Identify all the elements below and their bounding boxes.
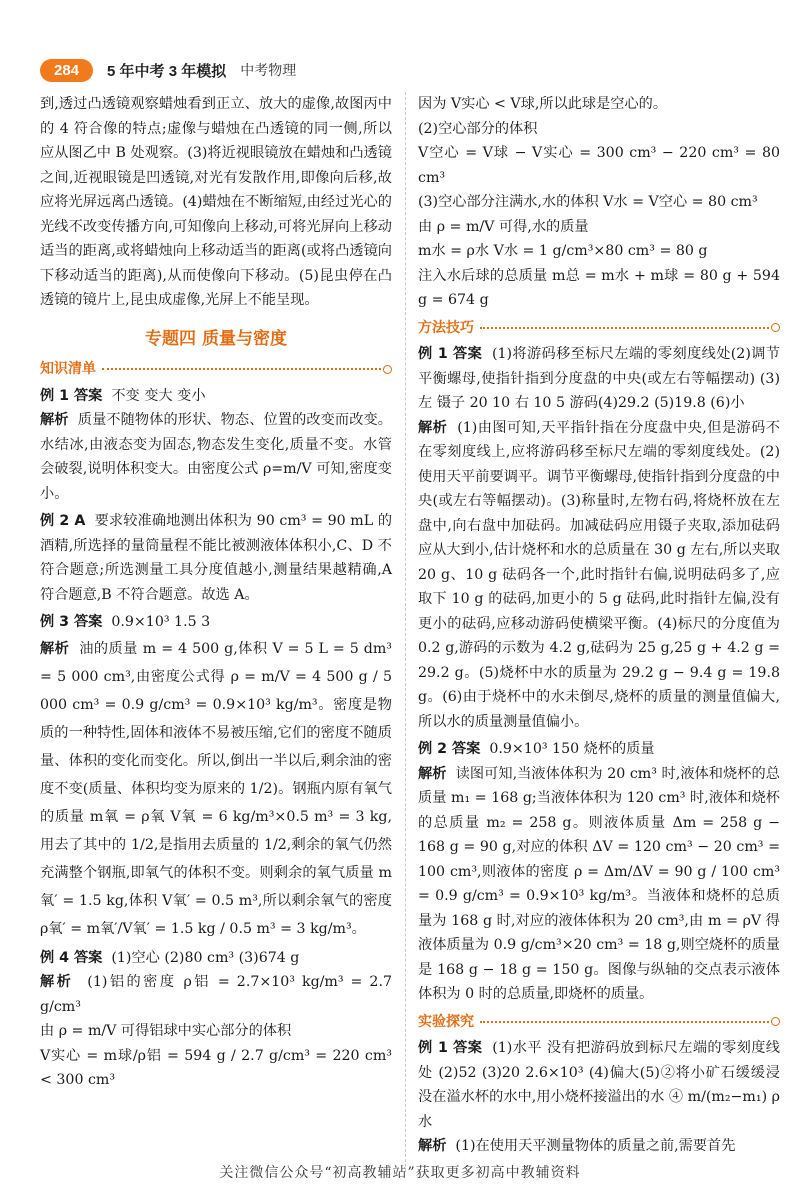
analysis-label: 解析 [418,419,448,436]
right-line-7: 注入水后球的总质量 m总 = m水 + m球 = 80 g + 594 g = 674 g [418,267,780,308]
ex4-answer-line [40,946,392,971]
ex3-answer: 0.9×10³ 1.5 3 [111,614,211,630]
right-line-6: m水 = ρ水 V水 = 1 g/cm³×80 cm³ = 80 g [418,243,708,259]
section-methods [418,316,780,341]
analysis-text: 油的质量 m = 4 500 g,体积 V = 5 L = 5 dm³ = 5 000 cm³,由密度公式得 ρ = m/V = 4 500 g / 5 000 cm³ = 0.9 g/cm³ = 0.9×10³ kg/m³。密度是物质的一种特性,固体和液体不易被压缩,它们的密度不随质量、体积的变化而变化。所以,倒出一半以后,剩余油的密度不变(质量、体积均变为原来的 1/2)。钢瓶内原有氧气的质量 m氧 = ρ氧 V氧 = 6 kg/m³×0.5 m³ = 3 kg,用去了其中的 1/2,是指用去质量的 1/2,剩余的氧气仍然充满整个钢瓶,即氧气的体积不变。则剩余的氧气质量 m氧′ = 1.5 kg,体积 V氧′ = 0.5 m³,所以剩余氧气的密度 ρ氧′ = m氧′/V氧′ = 1.5 kg / 0.5 m³ = 3 kg/m³。 [40,640,392,937]
m1-head: 例 1 答案 [418,346,483,362]
book-title: 5 年中考 3 年模拟 [107,62,227,80]
section-dot [771,323,780,332]
ex4-head: 例 4 答案 [40,949,103,966]
m1-analysis [418,416,780,735]
ex3-head: 例 3 答案 [40,614,103,630]
section-rule [102,368,381,370]
section-rule [480,1021,769,1023]
section-dot [383,365,392,374]
analysis-label: 解析 [40,640,70,657]
page-number: 284 [40,59,93,82]
m2-answer: 0.9×10³ 150 烧杯的质量 [489,741,655,757]
ex2-block [40,509,392,607]
ex4-line3: V实心 = m球/ρ铝 = 594 g / 2.7 g/cm³ = 220 cm³ < 300 cm³ [40,1047,392,1088]
page-header [40,57,296,83]
analysis-text: (1)由图可知,天平指针指在分度盘中央,但是游码不在零刻度线上,应将游码移至标尺左端的零刻度线处。(2)使用天平前要调平。调节平衡螺母,使指针指到分度盘的中央(或左右等幅摆动)。(3)称量时,左物右码,将烧杯放在左盘中,向右盘中加砝码。加减砝码应用镊子夹取,添加砝码应从大到小,估计烧杯和水的总质量在 30 g 左右,所以夹取 20 g、10 g 砝码各一个,此时指针右偏,说明砝码多了,应取下 10 g 的砝码,加更小的 5 g 砝码,此时指针左偏,没有更小的砝码,应移动游码使横梁平衡。(4)标尺的分度值为 0.2 g,游码的示数为 4.2 g,砝码为 25 g,25 g + 4.2 g = 29.2 g。(5)烧杯中水的质量为 29.2 g − 9.4 g = 19.8 g。(6)由于烧杯中的水未倒尽,烧杯的质量的测量值偏大,所以水的质量测量值偏小。 [418,419,780,730]
ex1-answer: 不变 变大 变小 [111,387,206,404]
analysis-label: 解析 [418,765,447,782]
analysis-label: 解析 [418,1138,447,1154]
topic-title: 专题四 质量与密度 [145,328,287,349]
right-line-2: (2)空心部分的体积 [418,120,538,137]
right-column [418,92,780,1159]
section-label: 知识清单 [40,361,96,377]
analysis-text: (1)铝的密度 ρ铝 = 2.7×10³ kg/m³ = 2.7 g/cm³ [40,974,392,1015]
m1-answer-line [418,342,780,416]
ex4-analysis [40,970,392,1019]
ex3-answer-line [40,610,392,635]
ex4-answer: (1)空心 (2)80 cm³ (3)674 g [111,949,300,966]
ex3-analysis [40,635,392,943]
m2-analysis [418,762,780,1007]
section-knowledge [40,357,392,382]
e1-answer: (1)水平 没有把游码放到标尺左端的零刻度线处 (2)52 (3)20 2.6×10³ (4)偏大(5)②将小矿石缓缓浸没在溢水杯的水中,用小烧杯接溢出的水 ④ m/(m₂−m₁) ρ水 [418,1040,780,1130]
ex1-answer-line [40,384,392,409]
analysis-text: 质量不随物体的形状、物态、位置的改变而改变。水结冰,由液态变为固态,物态发生变化,质量不变。水管会破裂,说明体积变大。由密度公式 ρ=m/V 可知,密度变小。 [40,412,392,502]
section-rule [480,327,769,329]
m1-answer: (1)将游码移至标尺左端的零刻度线处(2)调节平衡螺母,使指针指到分度盘的中央(或左右等幅摆动) (3)左 镊子 20 10 右 10 5 游码(4)29.2 (5)19.8 (6)小 [418,346,780,411]
ex2-text: 要求较准确地测出体积为 90 cm³ = 90 mL 的酒精,所选择的量筒量程不能比被测液体体积小,C、D 不符合题意;所选测量工具分度值越小,测量结果越精确,A 符合题意,B 不符合题意。故选 A。 [40,513,393,603]
e1-answer-line [418,1036,780,1134]
right-line-1: 因为 V实心 < V球,所以此球是空心的。 [418,96,668,112]
section-dot [771,1017,780,1026]
ex1-head: 例 1 答案 [40,387,103,404]
column-divider [405,92,406,1172]
analysis-text: 读图可知,当液体体积为 20 cm³ 时,液体和烧杯的总质量 m₁ = 168 g;当液体体积为 120 cm³ 时,液体和烧杯的总质量 m₂ = 258 g。则液体质量 Δm = 258 g − 168 g = 90 g,对应的体积 ΔV = 120 cm³ − 20 cm³ = 100 cm³,则液体的密度 ρ = Δm/ΔV = 90 g / 100 cm³ = 0.9 g/cm³ = 0.9×10³ kg/m³。当液体和烧杯的总质量为 168 g 时,对应的液体体积为 20 cm³,由 m = ρV 得液体质量为 0.9 g/cm³×20 cm³ = 18 g,则空烧杯的质量是 168 g − 18 g = 150 g。图像与纵轴的交点表示液体体积为 0 时的总质量,即烧杯的质量。 [418,765,780,1002]
ex2-head: 例 2 A [40,513,86,529]
footer-note: 关注微信公众号“初高教辅站”获取更多初高中教辅资料 [219,1165,581,1181]
e1-head: 例 1 答案 [418,1040,483,1056]
ex4-line2: 由 ρ = m/V 可得铝球中实心部分的体积 [40,1023,292,1039]
e1-analysis [418,1134,780,1159]
analysis-label: 解析 [40,974,74,990]
section-label: 方法技巧 [418,319,474,336]
subject-label: 中考物理 [240,62,297,78]
left-column [40,92,392,1093]
section-label: 实验探究 [418,1013,474,1030]
section-experiments [418,1010,780,1035]
m2-head: 例 2 答案 [418,741,481,757]
analysis-text: (1)在使用天平测量物体的质量之前,需要首先 [455,1138,736,1154]
ex1-analysis [40,408,392,506]
right-line-4: (3)空心部分注满水,水的体积 V水 = V空心 = 80 cm³ [418,194,758,210]
right-line-3: V空心 = V球 − V实心 = 300 cm³ − 220 cm³ = 80 cm³ [418,145,780,186]
intro-paragraph: 到,透过凸透镜观察蜡烛看到正立、放大的虚像,故图丙中的 4 符合像的特点;虚像与蜡烛在凸透镜的同一侧,所以应从图乙中 B 处观察。(3)将近视眼镜放在蜡烛和凸透镜之间,近视眼镜是凹透镜,对光有发散作用,即像向后移,故应将光屏远离凸透镜。(4)蜡烛在不断缩短,由经过光心的光线不改变传播方向,可知像向上移动,可将光屏向上移动适当的距离,或将蜡烛向上移动适当的距离(或将凸透镜向下移动适当的距离),从而使像向下移动。(5)昆虫停在凸透镜的镜片上,昆虫成虚像,光屏上不能呈现。 [40,96,392,308]
right-line-5: 由 ρ = m/V 可得,水的质量 [418,218,589,235]
analysis-label: 解析 [40,412,69,428]
m2-answer-line [418,737,780,762]
